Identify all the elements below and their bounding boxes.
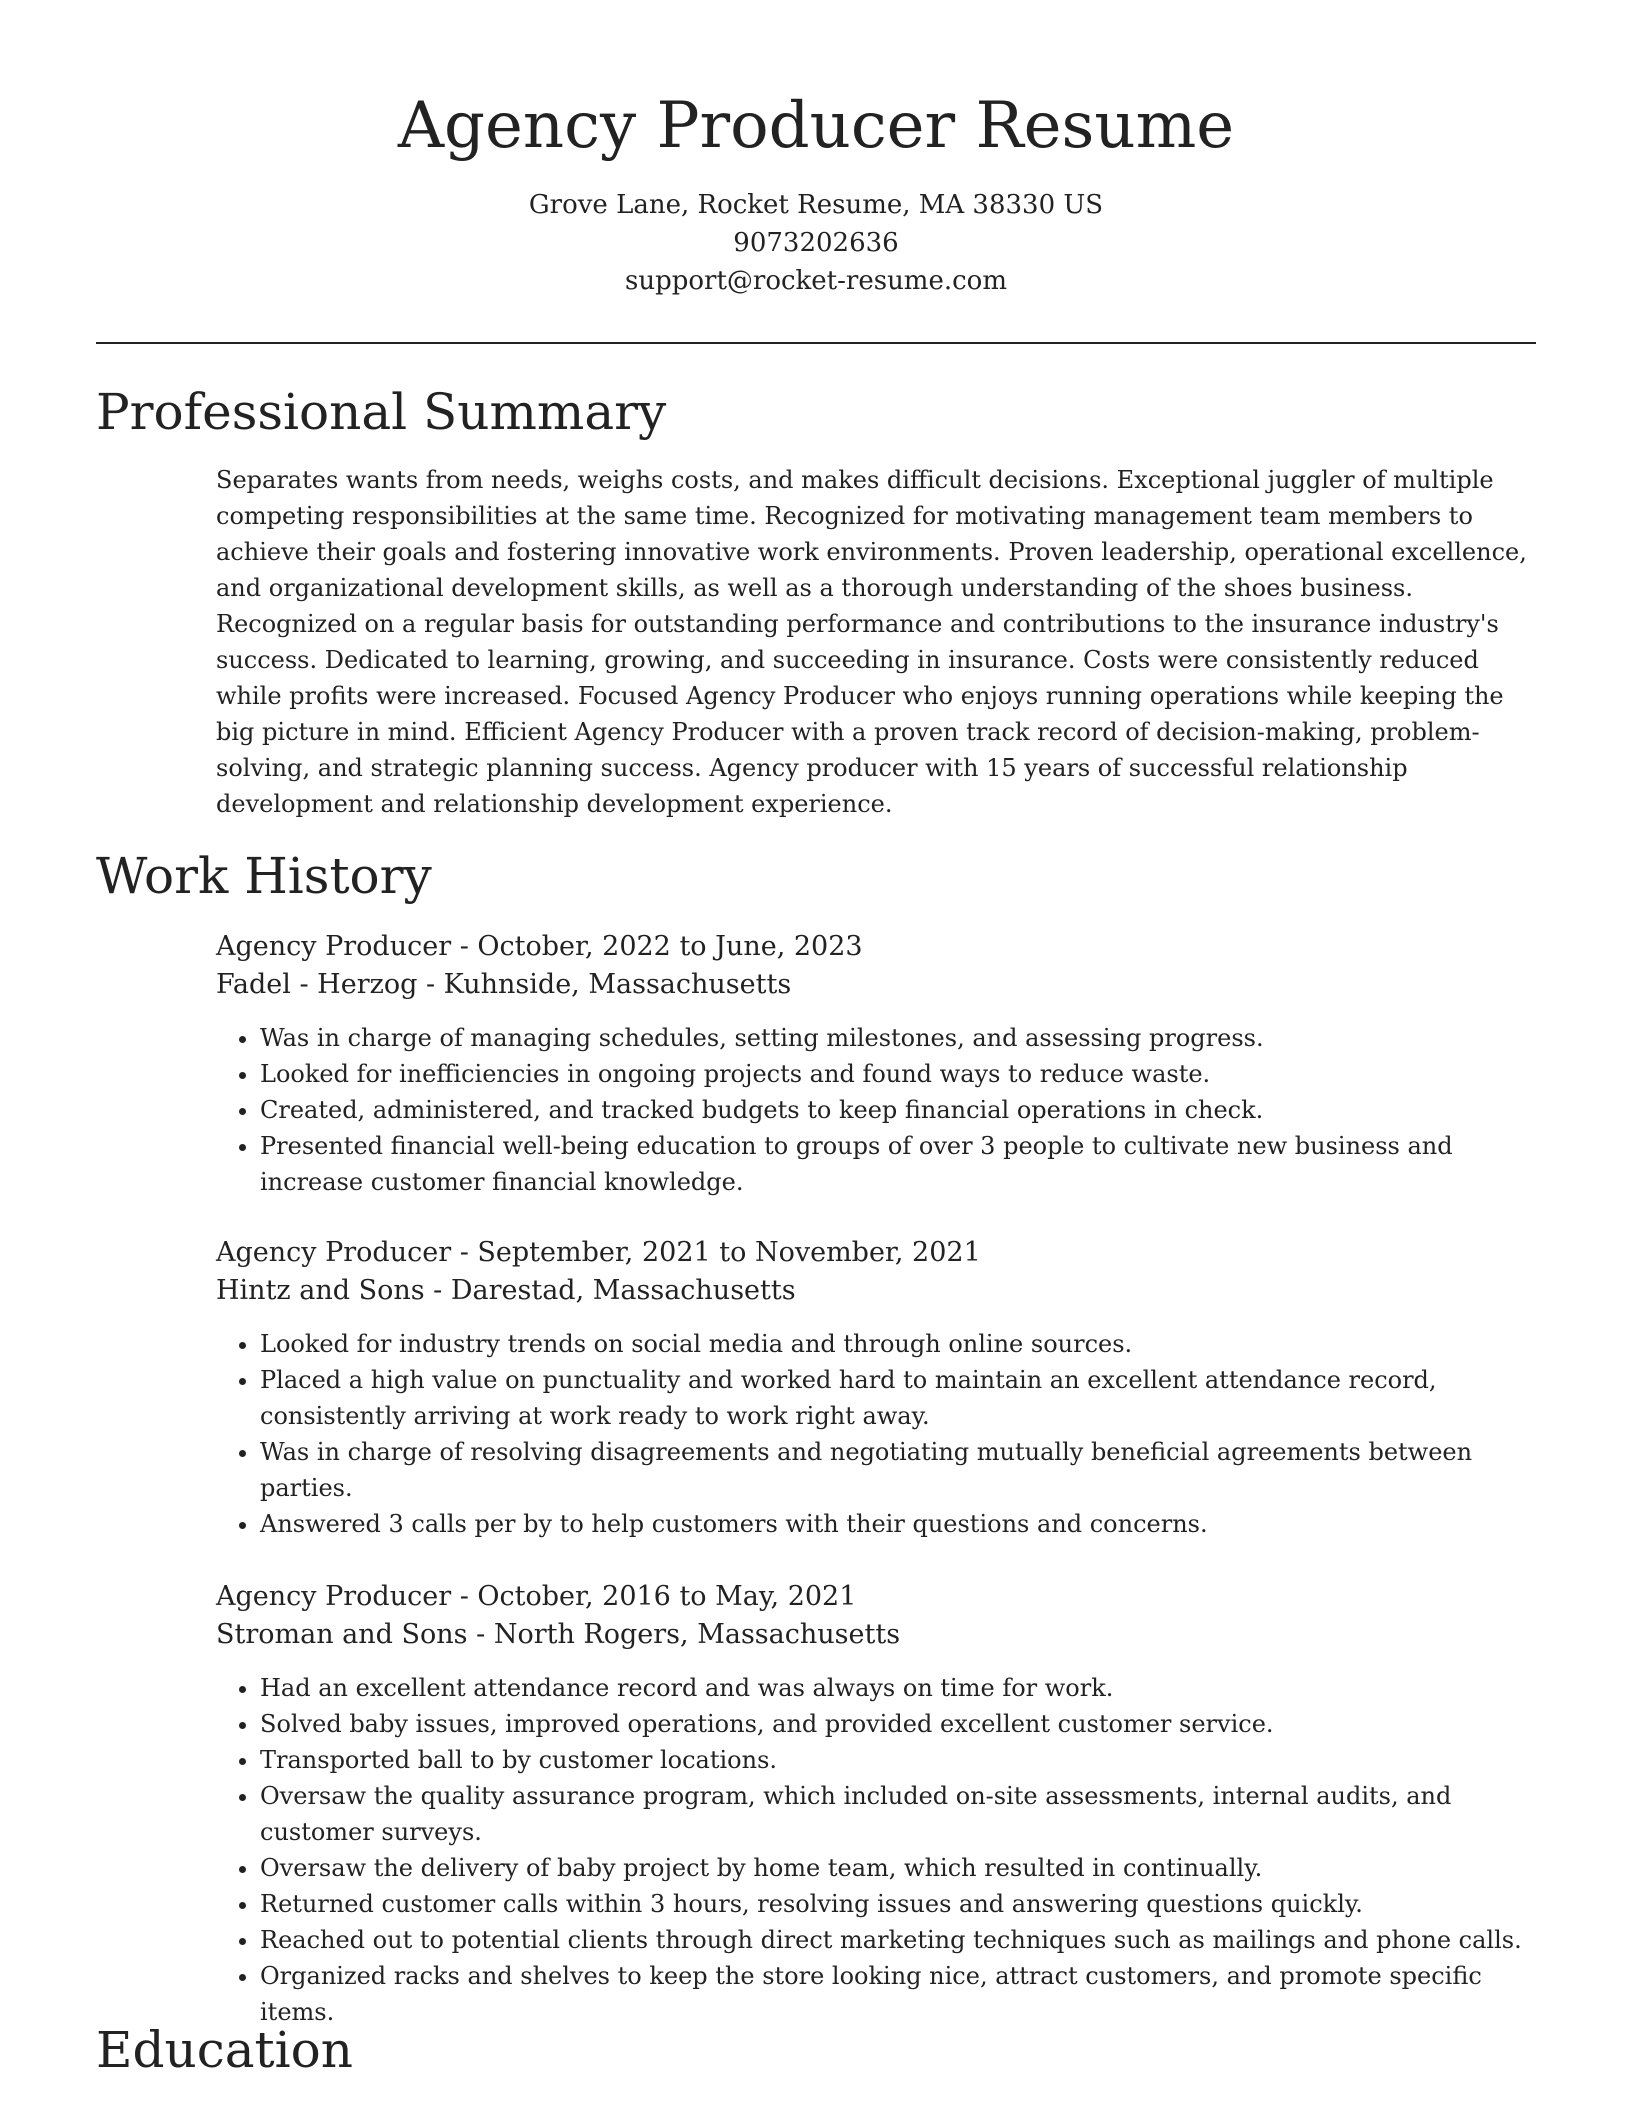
contact-address: Grove Lane, Rocket Resume, MA 38330 US: [528, 190, 1104, 220]
contact-email: support@rocket-resume.com: [624, 266, 1007, 296]
job-title-line: [216, 1234, 1546, 1272]
job-entry: [216, 1234, 1546, 1542]
job-bullet: • Returned customer calls within 3 hours, resolving issues and answering questions quickly.: [260, 1886, 1546, 1922]
job-company-line: [216, 1272, 1546, 1310]
job-bullet: • Reached out to potential clients through direct marketing techniques such as mailings and phone calls.: [260, 1922, 1546, 1958]
professional-summary-text: Separates wants from needs, weighs costs, and makes difficult decisions. Exceptional juggler of multiple competing responsibilities at the same time. Recognized for motivating management team members to achieve their goals and fostering innovative work environments. Proven leadership, operational excellence, and organizational development skills, as well as a thorough understanding of the shoes business. Recognized on a regular basis for outstanding performance and contributions to the insurance industry's success. Dedicated to learning, growing, and succeeding in insurance. Costs were consistently reduced while profits were increased. Focused Agency Producer who enjoys running operations while keeping the big picture in mind. Efficient Agency Producer with a proven track record of decision-making, problem-solving, and strategic planning success. Agency producer with 15 years of successful relationship development and relationship development experience.: [216, 466, 1527, 818]
job-role: Agency Producer: [216, 1581, 452, 1612]
job-entry: [216, 1578, 1546, 2030]
job-bullet: • Solved baby issues, improved operations, and provided excellent customer service.: [260, 1706, 1546, 1742]
job-company: Fadel - Herzog: [216, 969, 418, 1000]
job-title-line: [216, 1578, 1546, 1616]
job-title-line: [216, 928, 1546, 966]
job-bullet-list: [216, 1670, 1546, 2030]
job-bullet: • Oversaw the delivery of baby project by home team, which resulted in continually.: [260, 1850, 1546, 1886]
resume-header: [0, 0, 1632, 300]
job-role: Agency Producer: [216, 1237, 452, 1268]
job-company-line: [216, 966, 1546, 1004]
job-bullet: • Was in charge of managing schedules, setting milestones, and assessing progress.: [260, 1020, 1546, 1056]
education-heading: Education: [96, 2021, 353, 2079]
job-dates: - September, 2021 to November, 2021: [451, 1237, 981, 1268]
professional-summary-heading: Professional Summary: [96, 383, 667, 441]
job-bullet-list: [216, 1020, 1546, 1200]
job-dates: - October, 2022 to June, 2023: [451, 931, 863, 962]
job-company: Stroman and Sons: [216, 1619, 468, 1650]
job-company-line: [216, 1616, 1546, 1654]
job-bullet: • Oversaw the quality assurance program, which included on-site assessments, internal audits, and customer surveys.: [260, 1778, 1546, 1850]
job-dates: - October, 2016 to May, 2021: [451, 1581, 857, 1612]
job-bullet: • Presented financial well-being education to groups of over 3 people to cultivate new business and increase customer financial knowledge.: [260, 1128, 1546, 1200]
job-bullet-list: [216, 1326, 1546, 1542]
job-bullet: • Looked for industry trends on social media and through online sources.: [260, 1326, 1546, 1362]
job-bullet: • Transported ball to by customer locations.: [260, 1742, 1546, 1778]
job-role: Agency Producer: [216, 931, 452, 962]
job-bullet: • Answered 3 calls per by to help customers with their questions and concerns.: [260, 1506, 1546, 1542]
job-bullet: • Organized racks and shelves to keep the store looking nice, attract customers, and promote specific items.: [260, 1958, 1546, 2030]
job-bullet: • Was in charge of resolving disagreements and negotiating mutually beneficial agreements between parties.: [260, 1434, 1546, 1506]
job-bullet: • Created, administered, and tracked budgets to keep financial operations in check.: [260, 1092, 1546, 1128]
job-company: Hintz and Sons: [216, 1275, 425, 1306]
job-bullet: • Looked for inefficiencies in ongoing projects and found ways to reduce waste.: [260, 1056, 1546, 1092]
contact-phone: 9073202636: [733, 228, 899, 258]
job-location: - Kuhnside, Massachusetts: [417, 969, 792, 1000]
resume-title: Agency Producer Resume: [397, 89, 1235, 163]
job-bullet: • Placed a high value on punctuality and worked hard to maintain an excellent attendance record, consistently arriving at work ready to work right away.: [260, 1362, 1546, 1434]
header-divider: [96, 342, 1536, 344]
job-location: - North Rogers, Massachusetts: [467, 1619, 901, 1650]
job-location: - Darestad, Massachusetts: [424, 1275, 796, 1306]
job-entry: [216, 928, 1546, 1200]
job-bullet: • Had an excellent attendance record and was always on time for work.: [260, 1670, 1546, 1706]
contact-info: [0, 186, 1632, 300]
work-history-heading: Work History: [96, 847, 432, 905]
